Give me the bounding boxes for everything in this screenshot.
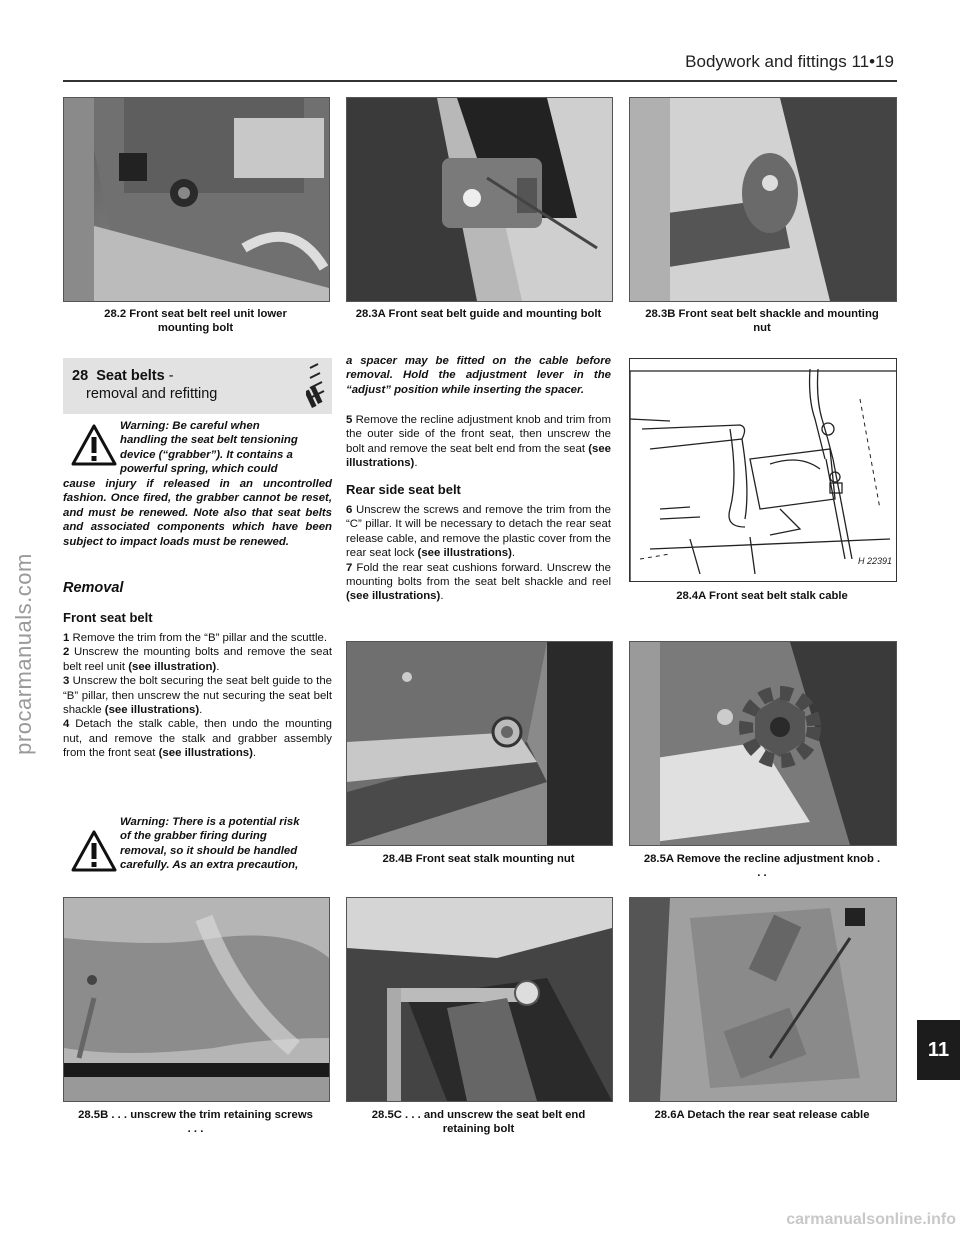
photo-28-5c — [346, 897, 613, 1102]
warning-2-line: carefully. As an extra precaution, — [120, 859, 299, 872]
step-1: 1 Remove the trim from the “B” pillar and the scuttle. — [63, 632, 328, 644]
removal-heading: Removal — [63, 580, 124, 596]
caption-28-5a: 28.5A Remove the recline adjustment knob . . . — [643, 853, 881, 879]
photo-28-6a — [629, 897, 897, 1102]
step-2: 2 Unscrew the mounting bolts and remove the seat belt reel unit (see illustration). — [63, 646, 332, 673]
caption-28-2: 28.2 Front seat belt reel unit lower mounting bolt — [104, 308, 287, 334]
front-seat-belt-heading: Front seat belt — [63, 610, 153, 625]
caption-28-4a: 28.4A Front seat belt stalk cable — [676, 590, 848, 602]
section-name: Seat belts — [96, 368, 165, 384]
photo-28-3a — [346, 97, 613, 302]
warning-2-continued: a spacer may be fitted on the cable before removal. Hold the adjustment lever in the “adjust” position while inserting the spacer. — [346, 355, 611, 396]
side-watermark-text: procarmanuals.com — [11, 553, 36, 755]
chapter-tab: 11 — [917, 1020, 960, 1080]
caption-28-4b: 28.4B Front seat stalk mounting nut — [382, 853, 575, 865]
photo-28-5a — [629, 641, 897, 846]
rear-seat-belt-heading: Rear side seat belt — [346, 482, 461, 497]
caption-28-5b: 28.5B . . . unscrew the trim retaining screws . . . — [78, 1109, 313, 1135]
warning-1-rest: cause injury if released in an uncontrolled fashion. Once fired, the grabber cannot be reset, and must be renewed. Note also that seat belts and associated components which have been subject to impact loads must be renewed. — [63, 478, 332, 548]
warning-2 — [120, 815, 332, 873]
section-number: 28 — [72, 368, 89, 384]
step-7: 7 Fold the rear seat cushions forward. Unscrew the mounting bolts from the seat belt shackle and reel (see illustrations). — [346, 561, 611, 603]
step-5-block — [346, 413, 611, 471]
caption-28-3b: 28.3B Front seat belt shackle and mounting nut — [645, 308, 879, 334]
warning-1-line: handling the seat belt tensioning — [120, 434, 298, 447]
warning-2-line: Warning: There is a potential risk — [120, 816, 300, 828]
section-dash: - — [164, 368, 174, 384]
step-4: 4 Detach the stalk cable, then undo the mounting nut, and remove the stalk and grabber assembly from the front seat (see illustrations). — [63, 718, 332, 760]
side-watermark — [0, 553, 48, 755]
section-title — [72, 367, 217, 403]
drawing-28-4a — [629, 358, 897, 582]
caption-28-3a: 28.3A Front seat belt guide and mounting bolt — [355, 308, 602, 320]
step-3: 3 Unscrew the bolt securing the seat belt guide to the “B” pillar, then unscrew the nut securing the seat belt shackle (see illustrations). — [63, 675, 332, 717]
warning-1-line: powerful spring, which could — [120, 463, 278, 476]
warning-2-line: removal, so it should be handled — [120, 844, 298, 857]
photo-28-4b — [346, 641, 613, 846]
caption-28-6a: 28.6A Detach the rear seat release cable — [654, 1109, 870, 1121]
photo-28-2 — [63, 97, 330, 302]
drawing-code: H 22391 — [858, 556, 893, 566]
rear-steps — [346, 503, 611, 604]
page-header-title: Bodywork and fittings 11•19 — [685, 52, 894, 71]
left-column-steps — [63, 631, 332, 761]
warning-1-line: device (“grabber”). It contains a — [120, 448, 293, 461]
warning-icon — [71, 424, 117, 466]
photo-28-3b — [629, 97, 897, 302]
spanner-difficulty-icon — [306, 362, 328, 410]
step-5: 5 Remove the recline adjustment knob and trim from the outer side of the front seat, then unscrew the bolt and remove the seat belt end from the seat (see illustrations). — [346, 414, 612, 470]
bottom-watermark: carmanualsonline.info — [786, 1211, 956, 1228]
photo-28-5b — [63, 897, 330, 1102]
warning-icon — [71, 830, 117, 872]
warning-2-line: of the grabber firing during — [120, 830, 267, 843]
warning-1-line: Warning: Be careful when — [120, 420, 260, 432]
section-subtitle: removal and refitting — [86, 386, 218, 402]
warning-1-indented — [120, 419, 332, 477]
step-6: 6 Unscrew the screws and remove the trim from the “C” pillar. It will be necessary to detach the rear seat release cable, and remove the plastic cover from the rear seat lock (see illustrations). — [346, 504, 612, 560]
header-rule — [63, 80, 897, 82]
caption-28-5c: 28.5C . . . and unscrew the seat belt end retaining bolt — [371, 1109, 586, 1135]
